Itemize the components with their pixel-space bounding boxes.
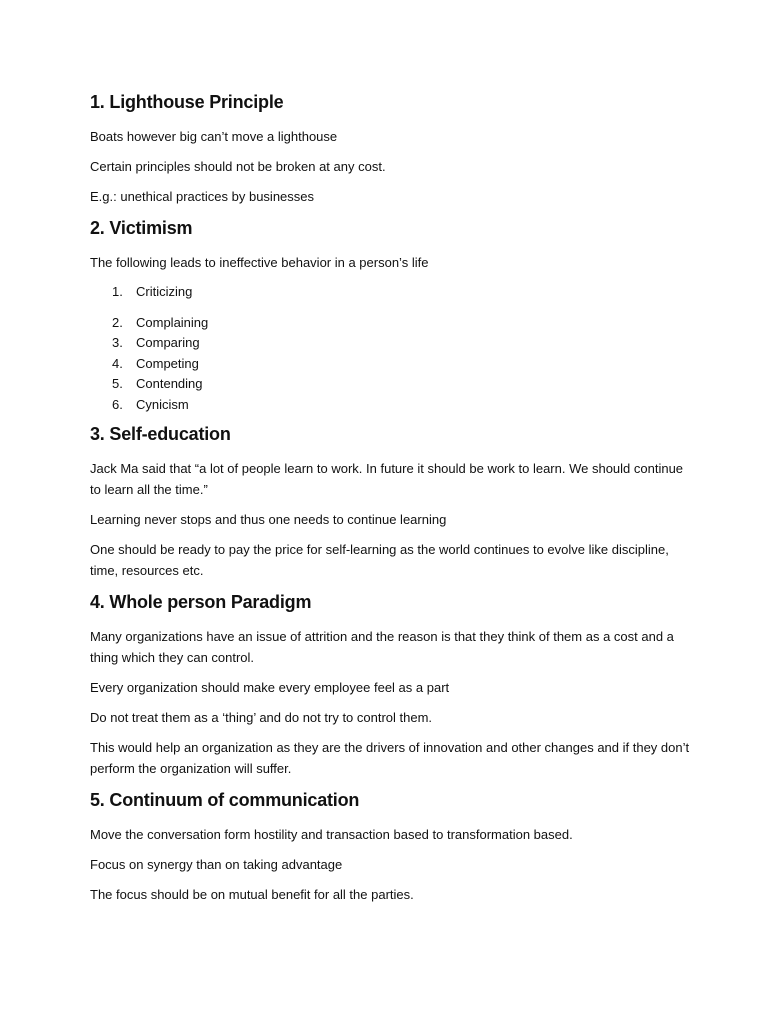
section-heading: 3. Self-education [90, 423, 231, 444]
section-victimism [90, 216, 690, 416]
list-item [90, 374, 690, 395]
list-item [90, 282, 690, 303]
section-heading: 5. Continuum of communication [90, 789, 360, 810]
section-heading: 2. Victimism [90, 218, 193, 238]
paragraph: Many organizations have an issue of attrition and the reason is that they think of them as a cost and a thing which they can control. [90, 628, 674, 665]
section-heading: 1. Lighthouse Principle [90, 92, 284, 112]
list-item-number: 4. [112, 355, 123, 371]
list-item-text: Complaining [136, 314, 209, 330]
document-page [90, 90, 690, 914]
list-item-text: Cynicism [136, 396, 189, 412]
paragraph: Jack Ma said that “a lot of people learn to work. In future it should be work to learn. We should continue to learn all the time.” [90, 460, 684, 497]
list-item-text: Criticizing [136, 284, 193, 299]
paragraph: The following leads to ineffective behavior in a person’s life [90, 255, 429, 270]
list-item-text: Contending [136, 376, 203, 392]
paragraph: Focus on synergy than on taking advantage [90, 856, 343, 872]
paragraph: The focus should be on mutual benefit for all the parties. [90, 886, 414, 902]
list-item-number: 1. [112, 284, 123, 299]
paragraph: Every organization should make every employee feel as a part [90, 679, 450, 695]
paragraph: Boats however big can’t move a lighthouse [90, 129, 338, 144]
paragraph: Certain principles should not be broken at any cost. [90, 159, 386, 174]
paragraph: One should be ready to pay the price for self-learning as the world continues to evolve like discipline, time, resources etc. [90, 541, 669, 578]
list-item-text: Competing [136, 355, 199, 371]
numbered-list [90, 282, 690, 416]
section-heading: 4. Whole person Paradigm [90, 591, 312, 612]
list-item-number: 3. [112, 335, 123, 351]
list-item-number: 5. [112, 376, 123, 392]
list-item [90, 333, 690, 354]
paragraph: Move the conversation form hostility and transaction based to transformation based. [90, 826, 573, 842]
list-item-number: 2. [112, 314, 123, 330]
list-item [90, 395, 690, 416]
paragraph: E.g.: unethical practices by businesses [90, 189, 315, 204]
section-lighthouse-principle [90, 90, 690, 207]
list-item [90, 354, 690, 375]
paragraph: Learning never stops and thus one needs to continue learning [90, 511, 447, 527]
section-self-education [90, 422, 690, 581]
section-whole-person-paradigm [90, 590, 690, 779]
section-continuum-of-communication [90, 788, 690, 905]
paragraph: Do not treat them as a ‘thing’ and do not try to control them. [90, 709, 433, 725]
list-item-number: 6. [112, 396, 123, 412]
list-item-text: Comparing [136, 335, 200, 351]
paragraph: This would help an organization as they are the drivers of innovation and other changes and if they don’t perform the organization will suffer. [90, 739, 690, 776]
list-item [90, 313, 690, 334]
